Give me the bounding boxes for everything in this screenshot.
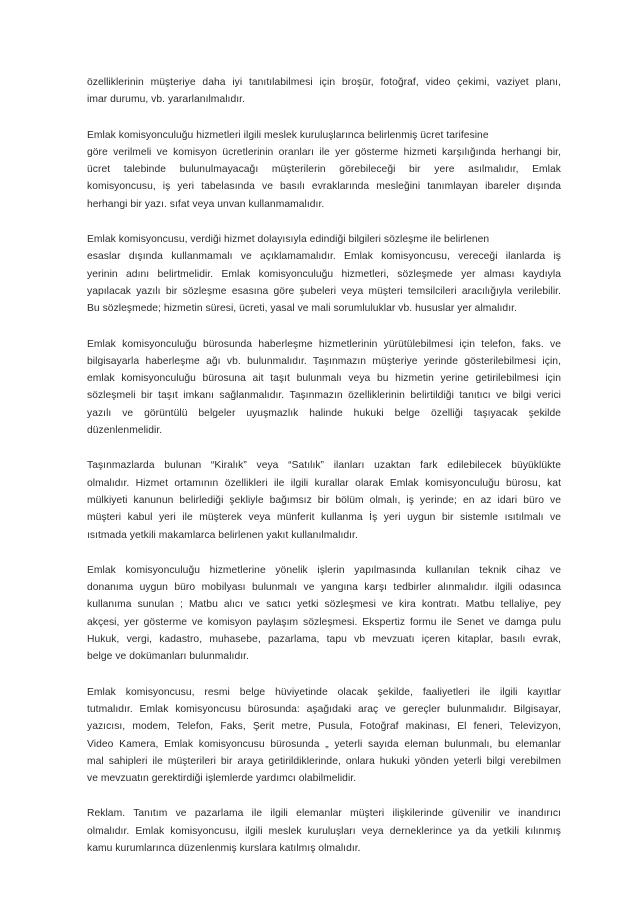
text-line: kamu kurumlarınca düzenlenmiş kurslara katılmış olmalıdır. — [87, 842, 361, 854]
text-line: olmalıdır. Emlak komisyoncusu, ilgili meslek kuruluşları veya derneklerince ya da yetkili kılınmış — [87, 825, 561, 837]
text-line: Emlak komisyonculuğu hizmetlerine yönelik işlerin yapılmasında kullanılan teknik cihaz ve — [87, 564, 561, 576]
text-line: olmalıdır. Hizmet ortamının özellikleri ile ilgili kurallar olarak Emlak komisyonculuğu bürosu, kat — [87, 477, 561, 489]
text-line: komisyoncusu, iş yeri tabelasında ve basılı evraklarında mesleğini tanımlayan ibareler dışında — [87, 181, 561, 193]
text-line: Bu sözleşmede; hizmetin süresi, ücreti, yasal ve mali sorumluluklar vb. hususlar yer almalıdır. — [87, 303, 517, 315]
paragraph-3 — [87, 231, 561, 317]
text-line: ve mevzuatın gerektirdiği işlemlerde yardımcı olabilmelidir. — [87, 773, 357, 785]
text-line: ısıtmada yetkili makamlarca belirlenen yakıt kullanılmalıdır. — [87, 529, 358, 541]
text-line: imar durumu, vb. yararlanılmalıdır. — [87, 94, 245, 106]
text-line: Hukuk, vergi, kadastro, muhasebe, pazarlama, tapu vb mevzuatı içeren kitaplar, basılı evrak, — [87, 634, 561, 646]
text-line: emlak komisyonculuğu bürosuna ait taşıt bulunmalı veya bu hizmetin yerine getirilebilmesi için — [87, 373, 561, 385]
text-line: yazıcısı, modem, Telefon, Faks, Şerit metre, Pusula, Fotoğraf makinası, El feneri, Televizyon, — [87, 721, 561, 733]
text-line: herhangi bir yazı. sıfat veya unvan kullanmamalıdır. — [87, 198, 325, 210]
text-line: yazılı ve görüntülü belgeler uyuşmazlık halinde hukuki belge özelliği taşıyacak şekilde — [87, 407, 561, 419]
text-line: Emlak komisyonculuğu hizmetleri ilgili meslek kuruluşlarınca belirlenmiş ücret tarifesine — [87, 129, 489, 141]
text-line: mal sahipleri ile müşterileri bir araya getirildiklerinde, onlara hukuki yönden yeterli bilgi verebilmen — [87, 755, 561, 767]
text-line: sözleşmeli bir taşıt imkanı sağlanmalıdır. Taşınmazın özelliklerinin belirtildiği tanıtıcı ve bilgi verici — [87, 390, 561, 402]
text-line: Taşınmazlarda bulunan “Kiralık” veya “Satılık” ilanları uzaktan fark edilebilecek büyüklükte — [87, 460, 561, 472]
text-line: bilgisayarla haberleşme ağı vb. bulunmalıdır. Taşınmazın müşteriye yerinde gösterilebilmesi için, — [87, 355, 561, 367]
paragraph-1 — [87, 74, 561, 109]
text-line: müşteri kabul yeri ile müşterek veya münferit kullanma İş yeri uygun bir sistemle ısıtılmalı ve — [87, 512, 561, 524]
text-line: özelliklerinin müşteriye daha iyi tanıtılabilmesi için broşür, fotoğraf, video çekimi, vaziyet planı, — [87, 77, 561, 88]
text-line: kullanıma sunulan ; Matbu alıcı ve satıcı yetki sözleşmesi ve kira kontratı. Matbu tellaliye, pey — [87, 599, 561, 611]
text-line: düzenlenmelidir. — [87, 425, 163, 437]
paragraph-6 — [87, 562, 561, 666]
text-line: esaslar dışında kullanmamalı ve açıklamamalıdır. Emlak komisyoncusu, vereceği ilanlarda iş — [87, 251, 561, 263]
paragraph-4 — [87, 336, 561, 440]
paragraph-2 — [87, 127, 561, 213]
text-line: akçesi, yer gösterme ve komisyon paylaşım sözleşmesi. Ekspertiz formu ile Senet ve damga pulu — [87, 616, 561, 628]
text-line: Emlak komisyoncusu, resmi belge hüviyetinde olacak şekilde, faaliyetleri ile ilgili kayıtlar — [87, 686, 561, 698]
text-line: belge ve dokümanları bulunmalıdır. — [87, 651, 249, 663]
text-line: Video Kamera, Emlak komisyoncusu bürosunda „ yeterli sayıda eleman bulunmalı, bu elemanlar — [87, 738, 561, 750]
text-line: yapılacak yazılı bir sözleşme esasına göre şubeleri veya müşteri temsilcileri aracılığıyla verilebilir. — [87, 285, 561, 297]
paragraph-7 — [87, 684, 561, 788]
text-line: Reklam. Tanıtım ve pazarlama ile ilgili elemanlar müşteri ilişkilerinde güvenilir ve inandırıcı — [87, 808, 561, 820]
text-line: tutmalıdır. Emlak komisyoncusu bürosunda: aşağıdaki araç ve gereçler bulunmalıdır. Bilgisayar, — [87, 703, 561, 715]
text-line: göre verilmeli ve komisyon ücretlerinin oranları ile yer gösterme hizmeti karşılığında herhangi bir, — [87, 146, 561, 158]
paragraph-8 — [87, 805, 561, 857]
text-line: Emlak komisyoncusu, verdiği hizmet dolayısıyla edindiği bilgileri sözleşme ile belirlenen — [87, 234, 490, 246]
text-line: ücret talebinde bulunulmayacağı müşterilerin görebileceği bir yere asılmalıdır, Emlak — [87, 164, 561, 176]
text-line: mülkiyeti kanunun belirlediği şekliyle bağımsız bir bölüm olmalı, iş yerinde; en az idari büro ve — [87, 494, 561, 506]
text-line: donanıma uygun büro mobilyası bulunmalı ve yangına karşı tedbirler alınmalıdır. ilgili odasınca — [87, 582, 561, 594]
document-page — [87, 74, 561, 875]
text-line: Emlak komisyonculuğu bürosunda haberleşme hizmetlerinin yürütülebilmesi için telefon, faks. ve — [87, 338, 561, 350]
text-line: yerinin adını belirtmelidir. Emlak komisyonculuğu hizmetleri, sözleşmede yer alması kaydıyla — [87, 268, 561, 280]
paragraph-5 — [87, 457, 561, 543]
